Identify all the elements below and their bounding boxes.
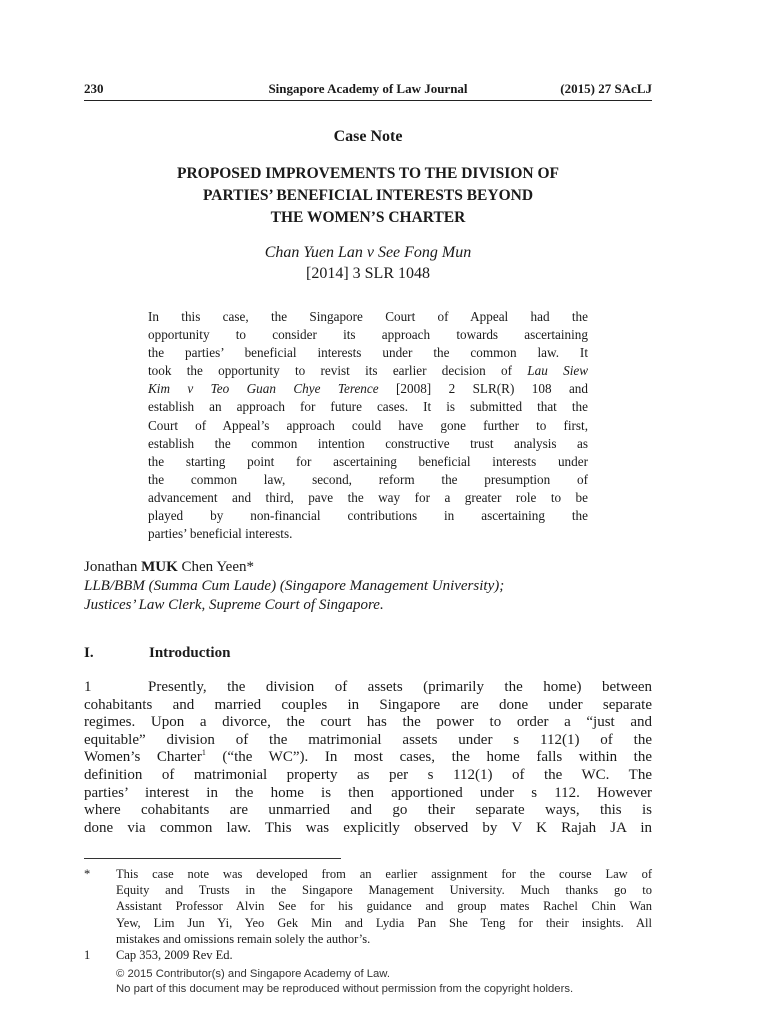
abstract-line: establish the common intention constructive trust analysis as (148, 435, 588, 451)
article-title-line: THE WOMEN’S CHARTER (270, 209, 466, 226)
article-type-label: Case Note (333, 128, 403, 145)
body-line: Women’s Charter$^1$ (“the WC”). In most cases, the home falls within the (84, 748, 652, 766)
journal-title: Singapore Academy of Law Journal (268, 81, 468, 96)
body-line: equitable” division of the matrimonial assets under s 112(1) of the (84, 731, 652, 748)
copyright-line: © 2015 Contributor(s) and Singapore Academy of Law. (116, 968, 390, 980)
abstract-line: Kim v Teo Guan Chye Terence [2008] 2 SLR(R) 108 and (148, 381, 588, 397)
copyright-line: No part of this document may be reproduced without permission from the copyright holders. (116, 983, 574, 995)
abstract-line: the starting point for ascertaining beneficial interests under (148, 453, 588, 469)
abstract (148, 308, 588, 543)
footnote-line: Equity and Trusts in the Singapore Management University. Much thanks go to (116, 883, 652, 898)
body-line: regimes. Upon a divorce, the court has the power to order a “just and (84, 714, 652, 731)
author-position: Justices’ Law Clerk, Supreme Court of Singapore. (84, 597, 384, 613)
abstract-line: took the opportunity to revist its earlier decision of Lau Siew (148, 363, 589, 379)
paragraph-1 (84, 679, 652, 837)
title-block (84, 126, 652, 284)
author-surname: MUK (141, 559, 178, 575)
case-name: Chan Yuen Lan v See Fong Mun (264, 244, 472, 261)
body-line: done via common law. This was explicitly observed by V K Rajah JA in (84, 819, 652, 836)
abstract-line: parties’ beneficial interests. (148, 526, 293, 542)
footnote-line: This case note was developed from an earlier assignment for the course Law of (116, 867, 652, 881)
body-line: definition of matrimonial property as per s 112(1) of the WC. The (84, 766, 652, 783)
copyright-notice (116, 967, 676, 997)
footnote-line: mistakes and omissions remain solely the author’s. (116, 931, 371, 946)
footnote (84, 866, 652, 947)
abstract-line: the parties’ beneficial interests under the common law. It (148, 345, 588, 361)
author-credentials: LLB/BBM (Summa Cum Laude) (Singapore Management University); (84, 578, 505, 594)
body-line: where cohabitants are unmarried and go their separate ways, this is (84, 802, 652, 819)
abstract-line: In this case, the Singapore Court of Appeal had the (148, 309, 588, 324)
abstract-line: the common law, second, reform the presumption of (148, 471, 588, 487)
page-number: 230 (84, 81, 104, 96)
body-line: 1 Presently, the division of assets (primarily the home) between (84, 679, 652, 695)
footnote-line: Assistant Professor Alvin See for his guidance and group mates Rachel Chin Wan (116, 899, 652, 914)
article-title-line: PARTIES’ BENEFICIAL INTERESTS BEYOND (202, 187, 534, 204)
section-number: I. (84, 645, 94, 661)
section-title: Introduction (149, 645, 231, 661)
case-reference: Lau Siew (527, 363, 589, 379)
paragraph-number: 1 (84, 679, 92, 695)
case-reference: Kim v Teo Guan Chye Terence (148, 381, 379, 397)
article-title (84, 163, 652, 229)
author-name: Jonathan MUK Chen Yeen* (84, 559, 255, 575)
section-heading (84, 643, 230, 663)
abstract-line: establish an approach for future cases. It is submitted that the (148, 399, 588, 415)
footnote-line: Cap 353, 2009 Rev Ed. (116, 948, 233, 963)
body-line: parties’ interest in the home is then apportioned under s 112. However (84, 784, 652, 801)
footnote-divider (84, 858, 341, 859)
abstract-line: played by non-financial contributions in ascertaining the (148, 508, 588, 524)
body-line: cohabitants and married couples in Singapore are done under separate (84, 696, 652, 713)
footnote-marker: * (84, 867, 91, 881)
case-citation: [2014] 3 SLR 1048 (306, 265, 430, 282)
abstract-line: advancement and third, pave the way for a greater role to be (148, 489, 588, 505)
journal-citation: (2015) 27 SAcLJ (560, 81, 652, 96)
footnote-line: Yew, Lim Jun Yi, Yeo Gek Min and Lydia Pan She Teng for their insights. All (116, 915, 652, 930)
footnotes (84, 866, 652, 963)
footnote (84, 947, 652, 963)
article-title-line: PROPOSED IMPROVEMENTS TO THE DIVISION OF (177, 165, 559, 182)
footnote-ref[interactable]: 1 (201, 748, 206, 758)
abstract-line: Court of Appeal’s approach could have gone further to first, (148, 417, 588, 433)
abstract-line: opportunity to consider its approach towards ascertaining (148, 327, 588, 343)
footnote-marker: 1 (84, 948, 91, 963)
author-block (84, 558, 684, 615)
running-header (84, 80, 652, 101)
